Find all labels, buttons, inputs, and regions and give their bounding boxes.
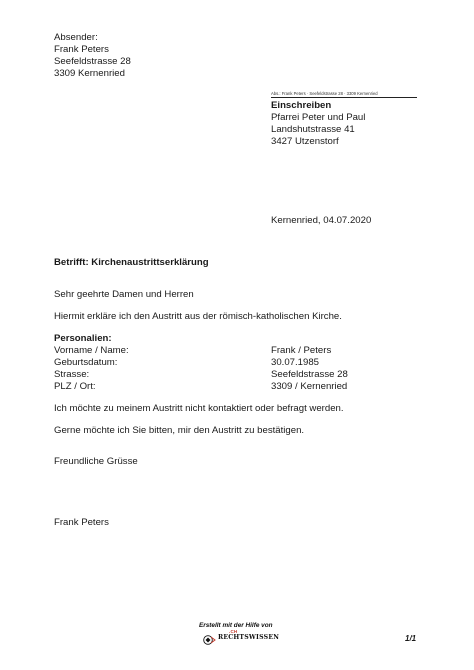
detail-label: PLZ / Ort: bbox=[54, 381, 96, 392]
detail-value: Seefeldstrasse 28 bbox=[271, 369, 348, 380]
no-contact-paragraph: Ich möchte zu meinem Austritt nicht kontaktiert oder befragt werden. bbox=[54, 403, 344, 414]
place-date: Kernenried, 04.07.2020 bbox=[271, 215, 372, 226]
recipient-street: Landshutstrasse 41 bbox=[271, 124, 355, 135]
return-address-line: Abs.: Frank Peters · Seefeldstrasse 28 · 3309 Kernenried bbox=[271, 91, 378, 96]
detail-label: Strasse: bbox=[54, 369, 90, 380]
sender-city: 3309 Kernenried bbox=[54, 68, 125, 79]
sender-street: Seefeldstrasse 28 bbox=[54, 56, 131, 67]
recipient-city: 3427 Utzenstorf bbox=[271, 136, 339, 147]
detail-value: 3309 / Kernenried bbox=[271, 381, 348, 392]
return-address-rule bbox=[271, 97, 417, 98]
detail-label: Geburtsdatum: bbox=[54, 357, 118, 368]
logo-icon bbox=[203, 632, 216, 642]
detail-value: Frank / Peters bbox=[271, 345, 332, 356]
confirmation-paragraph: Gerne möchte ich Sie bitten, mir den Austritt zu bestätigen. bbox=[54, 425, 305, 436]
salutation: Sehr geehrte Damen und Herren bbox=[54, 289, 194, 300]
recipient-name: Pfarrei Peter und Paul bbox=[271, 112, 366, 123]
rechtswissen-logo bbox=[203, 628, 280, 642]
detail-value: 30.07.1985 bbox=[271, 357, 320, 368]
subject-line: Betrifft: Kirchenaustrittserklärung bbox=[54, 257, 209, 268]
signature-name: Frank Peters bbox=[54, 517, 109, 528]
closing: Freundliche Grüsse bbox=[54, 456, 138, 467]
intro-paragraph: Hiermit erkläre ich den Austritt aus der römisch-katholischen Kirche. bbox=[54, 311, 342, 322]
page-number: 1/1 bbox=[405, 634, 417, 643]
logo-text: RECHTSWISSEN .CH bbox=[218, 628, 280, 641]
created-with-text: Erstellt mit der Hilfe von bbox=[199, 622, 273, 629]
delivery-type: Einschreiben bbox=[271, 100, 332, 111]
sender-name: Frank Peters bbox=[54, 44, 109, 55]
sender-label: Absender: bbox=[54, 32, 98, 43]
logo-suffix: .CH bbox=[229, 628, 238, 634]
personal-heading: Personalien: bbox=[54, 333, 112, 344]
detail-label: Vorname / Name: bbox=[54, 345, 129, 356]
